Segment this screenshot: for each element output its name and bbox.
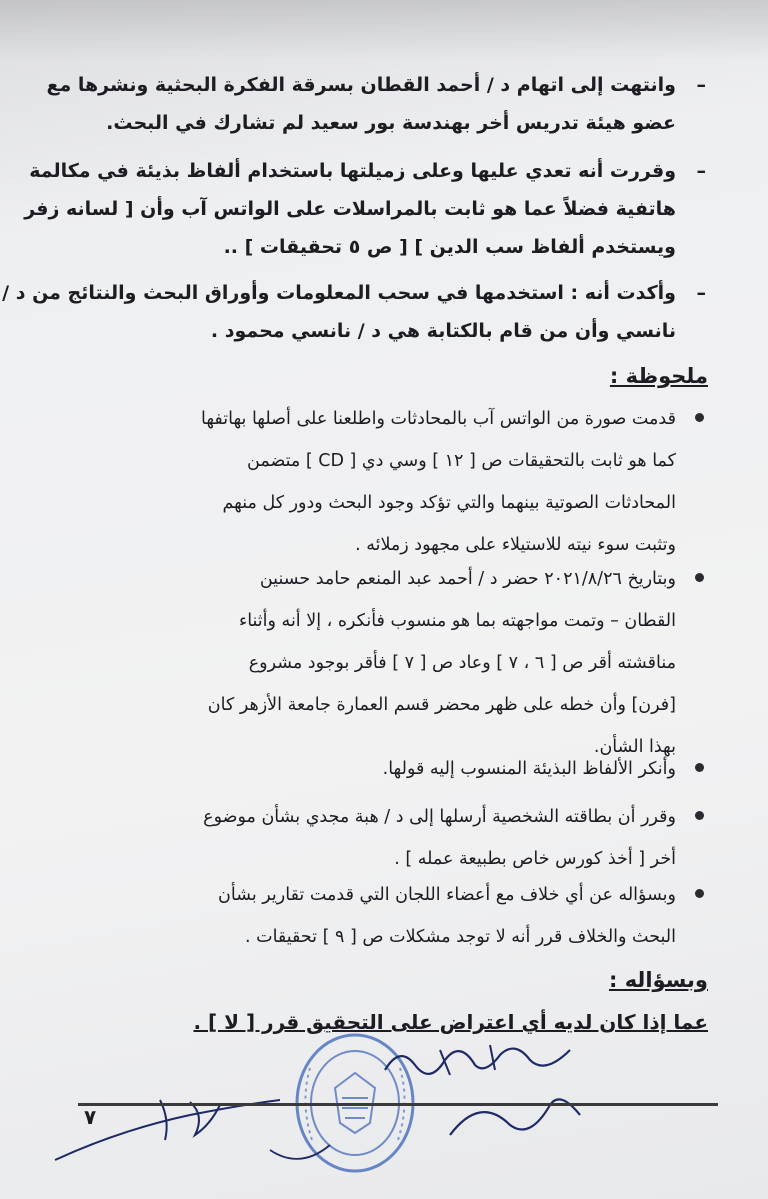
dash-item-line: وانتهت إلى اتهام د / أحمد القطان بسرقة الفكرة البحثية ونشرها مع [46,74,676,96]
dash-item-line: وأكدت أنه : استخدمها في سحب المعلومات وأوراق البحث والنتائج من د / [2,282,676,304]
dash-item-line: هاتفية فضلاً عما هو ثابت بالمراسلات على الواتس آب وأن [ لسانه زفر [24,198,676,220]
bullet-item-2 [78,558,676,768]
dash-item-3 [2,274,706,350]
bullet-line: البحث والخلاف قرر أنه لا توجد مشكلات ص [ ٩ ] تحقيقات . [244,927,676,947]
dash-marker: – [696,74,706,96]
dash-marker: – [696,160,706,182]
bullet-item-5 [78,874,676,958]
bullet-line: وأنكر الألفاظ البذيئة المنسوب إليه قولها. [382,759,676,779]
signature-upper [380,1030,580,1090]
bullet-line: وبتاريخ ٢٠٢١/٨/٢٦ حضر د / أحمد عبد المنعم حامد حسنين [259,569,676,589]
bullet-item-4 [78,796,676,880]
bullet-item-1 [78,398,676,566]
bullet-line: القطان – وتمت مواجهته بما هو منسوب فأنكره ، إلا أنه وأثناء [238,611,676,631]
bullet-dot [695,413,704,422]
bullet-dot [695,811,704,820]
bullet-line: وقرر أن بطاقته الشخصية أرسلها إلى د / هبة مجدي بشأن موضوع [203,807,676,827]
bullet-line: المحادثات الصوتية بينهما والتي تؤكد وجود البحث ودور كل منهم [222,493,676,513]
bullet-dot [695,573,704,582]
bullet-line: كما هو ثابت بالتحقيقات ص [ ١٢ ] وسي دي [ CD ] متضمن [247,451,676,471]
dash-item-line: ويستخدم ألفاظ سب الدين ] [ ص ٥ تحقيقات ] .. [223,236,676,258]
closing-question-text: عما إذا كان لديه أي اعتراض على التحقيق قرر [ لا ] . [193,1010,708,1034]
bullet-dot [695,763,704,772]
question-heading: وبسؤاله : [608,968,708,992]
bullet-dot [695,889,704,898]
bullet-line: أخر [ أخذ كورس خاص بطبيعة عمله ] . [394,849,676,869]
bullet-line: وبسؤاله عن أي خلاف مع أعضاء اللجان التي قدمت تقارير بشأن [218,885,676,905]
note-heading: ملحوظة : [609,364,708,388]
bullet-line: وتثبت سوء نيته للاستيلاء على مجهود زملائه . [355,535,676,555]
bullet-item-3 [78,748,676,790]
footer-rule [78,1103,718,1106]
dash-item-line: نانسي وأن من قام بالكتابة هي د / نانسي محمود . [210,320,676,342]
bullet-line: قدمت صورة من الواتس آب بالمحادثات واطلعنا على أصلها بهاتفها [201,409,676,429]
bullet-line: بهذا الشأن. [593,737,676,757]
signature-lower [440,1085,590,1145]
dash-item-1 [46,66,706,142]
scan-shadow [0,0,768,60]
bullet-line: مناقشته أقر ص [ ٦ ، ٧ ] وعاد ص [ ٧ ] فأقر بوجود مشروع [248,653,676,673]
dash-item-line: وقررت أنه تعدي عليها وعلى زميلتها باستخدام ألفاظ بذيئة في مكالمة [29,160,676,182]
page-number: ٧ [84,1105,97,1129]
dash-marker: – [696,282,706,304]
dash-item-2 [24,152,706,266]
bullet-line: [فرن] وأن خطه على ظهر محضر قسم العمارة جامعة الأزهر كان [207,695,676,715]
dash-item-line: عضو هيئة تدريس أخر بهندسة بور سعيد لم تشارك في البحث. [106,112,676,134]
